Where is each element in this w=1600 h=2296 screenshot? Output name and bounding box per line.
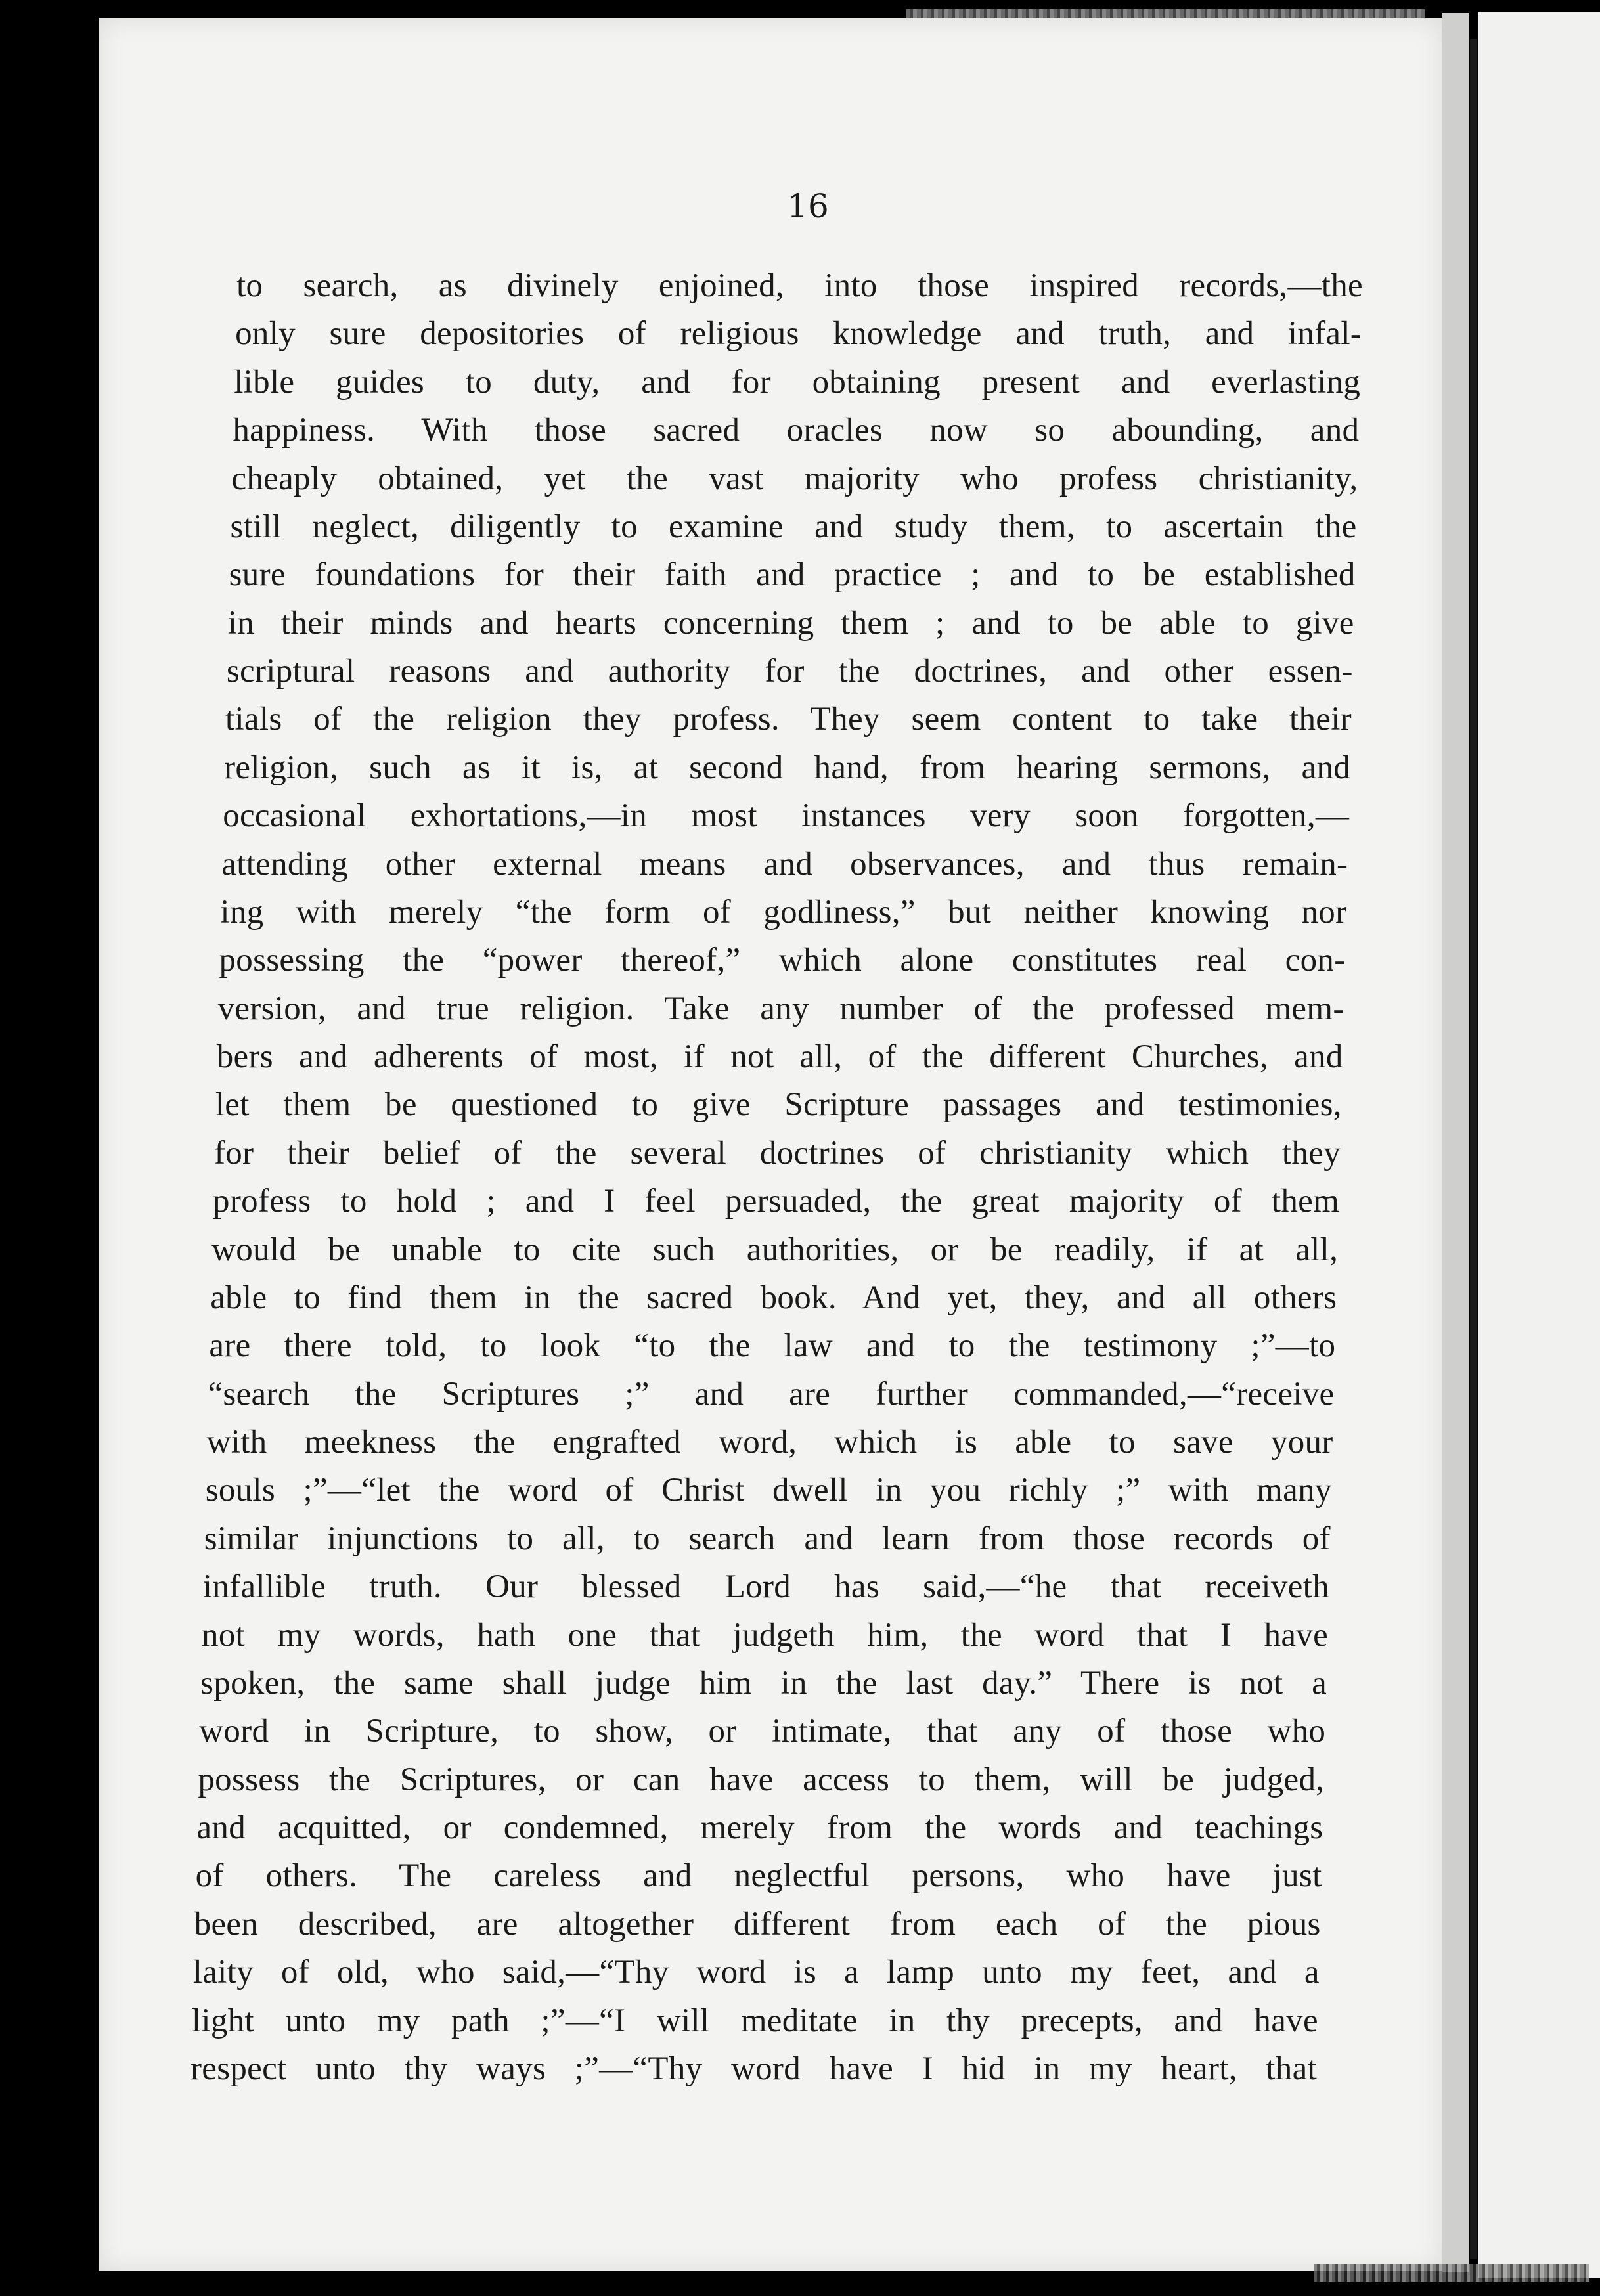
text-line: happiness. With those sacred oracles now so abounding, and — [233, 412, 1360, 449]
text-line: infallible truth. Our blessed Lord has said,—“he that receiveth — [202, 1568, 1329, 1606]
text-line: only sure depositories of religious knowledge and truth, and infal- — [235, 315, 1362, 353]
page-edge — [1442, 13, 1469, 2272]
text-line: profess to hold ; and I feel persuaded, the great majority of them — [213, 1183, 1340, 1220]
text-line: light unto my path ;”—“I will meditate in thy precepts, and have — [191, 2002, 1318, 2039]
text-line: still neglect, diligently to examine and study them, to ascertain the — [230, 508, 1357, 545]
text-line: similar injunctions to all, to search and learn from those records of — [204, 1520, 1331, 1557]
book-spine — [1470, 39, 1477, 2259]
text-line: not my words, hath one that judgeth him, the word that I have — [202, 1616, 1329, 1654]
text-line: spoken, the same shall judge him in the last day.” There is not a — [200, 1664, 1327, 1702]
text-line: “search the Scriptures ;” and are further commanded,—“receive — [208, 1375, 1335, 1413]
text-line: possess the Scriptures, or can have access to them, will be judged, — [198, 1761, 1325, 1798]
text-line: sure foundations for their faith and practice ; and to be established — [229, 556, 1356, 594]
text-line: been described, are altogether different from each of the pious — [194, 1905, 1321, 1943]
text-line: to search, as divinely enjoined, into those inspired records,—the — [236, 267, 1363, 304]
text-line: in their minds and hearts concerning them ; and to be able to give — [227, 604, 1354, 642]
text-line: souls ;”—“let the word of Christ dwell in you richly ;” with many — [205, 1472, 1332, 1509]
text-line: bers and adherents of most, if not all, of the different Churches, and — [216, 1038, 1343, 1076]
text-line: able to find them in the sacred book. And yet, they, and all others — [210, 1279, 1337, 1316]
text-line: would be unable to cite such authorities, or be readily, if at all, — [211, 1231, 1339, 1268]
text-line: ing with merely “the form of godliness,” but neither knowing nor — [220, 893, 1347, 931]
text-line: version, and true religion. Take any number of the professed mem- — [217, 990, 1344, 1027]
text-line: and acquitted, or condemned, merely from the words and teachings — [196, 1809, 1323, 1847]
text-line: tials of the religion they profess. They seem content to take their — [225, 701, 1352, 738]
text-line: let them be questioned to give Scripture passages and testimonies, — [215, 1086, 1342, 1124]
text-line: religion, such as it is, at second hand, from hearing sermons, and — [224, 749, 1351, 786]
text-line: attending other external means and observances, and thus remain- — [221, 845, 1348, 883]
text-line: for their belief of the several doctrines of christianity which they — [213, 1134, 1341, 1172]
page-number: 16 — [787, 187, 829, 225]
text-line: word in Scripture, to show, or intimate, that any of those who — [199, 1713, 1326, 1750]
text-line: occasional exhortations,—in most instances very soon forgotten,— — [223, 797, 1350, 835]
text-line: respect unto thy ways ;”—“Thy word have I hid in my heart, that — [190, 2050, 1317, 2087]
text-line: of others. The careless and neglectful persons, who have just — [195, 1857, 1322, 1895]
text-line: scriptural reasons and authority for the doctrines, and other essen- — [226, 653, 1353, 690]
adjacent-page — [1478, 12, 1600, 2278]
text-line: are there told, to look “to the law and to the testimony ;”—to — [209, 1327, 1336, 1365]
scan-artifact-bottom — [1314, 2264, 1589, 2282]
text-line: lible guides to duty, and for obtaining present and everlasting — [234, 363, 1361, 401]
text-line: possessing the “power thereof,” which alone constitutes real con- — [219, 942, 1346, 979]
text-line: cheaply obtained, yet the vast majority who profess christianity, — [231, 460, 1358, 497]
text-line: laity of old, who said,—“Thy word is a lamp unto my feet, and a — [192, 1954, 1320, 1991]
text-line: with meekness the engrafted word, which is able to save your — [206, 1424, 1333, 1461]
